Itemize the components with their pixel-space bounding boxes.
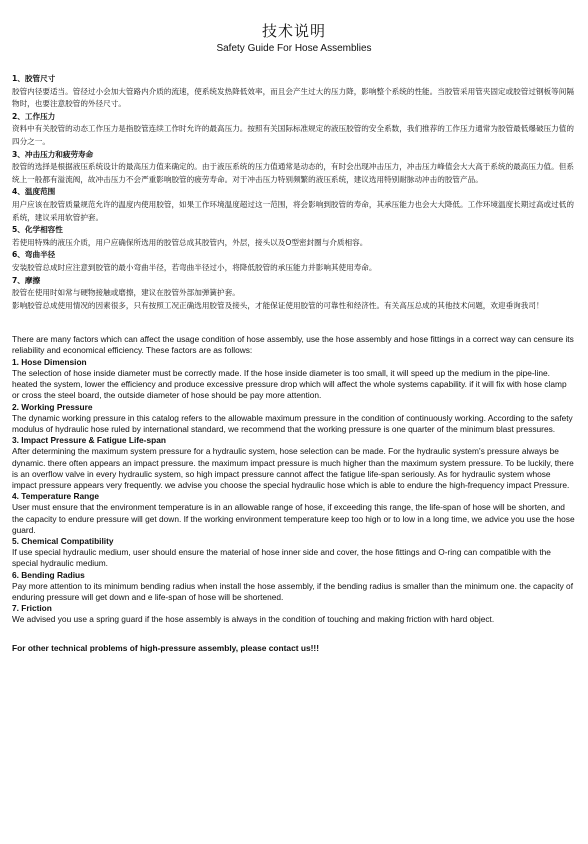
- en-item-4: [12, 491, 576, 536]
- en-heading: 3. Impact Pressure & Fatigue Life-span: [12, 435, 166, 446]
- cn-heading: 4、温度范围: [12, 187, 56, 197]
- english-section: [12, 334, 576, 653]
- en-paragraph: User must ensure that the environment temperature is in an allowable range of hose, if exceeding this range, the life-span of hose will be shorten, and the capacity to endure pressure will get down. If the working environment temperature keep too high or to low in a long time, we advice you use the hose guard.: [12, 502, 575, 535]
- cn-item-6: [12, 249, 576, 274]
- en-paragraph: The selection of hose inside diameter must be correctly made. If the hose inside diameter is too small, it will speed up the medium in the pipe-line. heated the system, lower the efficiency and produce excessive pressure drop which will affect the whole systems capability. if it will fix with hose clamp or cross the steel board, the outside diameter of hose should be pay more attention.: [12, 367, 567, 401]
- contact-footer: For other technical problems of high-pressure assembly, please contact us!!!: [12, 642, 319, 653]
- en-paragraph: If use special hydraulic medium, user should ensure the material of hose inner side and cover, the hose fittings and O-ring can compatible with the special hydraulic medium.: [12, 547, 551, 569]
- cn-item-4: [12, 186, 576, 224]
- en-heading: 4. Temperature Range: [12, 491, 100, 502]
- chinese-section: [12, 73, 576, 312]
- en-item-2: [12, 402, 576, 436]
- cn-item-3: [12, 149, 576, 187]
- en-item-5: [12, 536, 576, 570]
- cn-item-5: [12, 224, 576, 249]
- page-title-en: Safety Guide For Hose Assemblies: [216, 43, 372, 54]
- en-item-3: [12, 435, 576, 491]
- en-item-1: [12, 357, 576, 402]
- en-heading: 6. Bending Radius: [12, 569, 85, 580]
- cn-paragraph: 安装胶管总成时应注意到胶管的最小弯曲半径，若弯曲半径过小，将降低胶管的承压能力并影响其使用寿命。: [12, 262, 377, 272]
- en-paragraph: After determining the maximum system pressure for a hydraulic system, hose selection can be made. For the hydraulic system's pressure always be dynamic. there often appears an impact pressure. the maximum impact pressure is much higher than the maximum system pressure. To be luckily, there is an overflow valve in every hydraulic system, so high impact pressure cannot affect the fatigue life-span seriously. As for hydraulic system whose impact pressure appears very frequently. we advise you choose the special hydraulic hose which is able to endure the high-frequency impact Pressure.: [12, 446, 574, 490]
- en-paragraph: We advised you use a spring guard if the hose assembly is always in the condition of touching and making friction with hard object.: [12, 614, 495, 625]
- en-heading: 5. Chemical Compatibility: [12, 535, 114, 546]
- en-intro: There are many factors which can affect the usage condition of hose assembly, use the hose assembly and hose fittings in a correct way can censure its reliability and economical efficiency. These factors are as follows:: [12, 334, 574, 356]
- cn-heading: 6、弯曲半径: [12, 250, 56, 260]
- cn-item-2: [12, 111, 576, 149]
- cn-paragraph: 资料中有关胶管的动态工作压力是指胶管连续工作时允许的最高压力。按照有关国际标准规定的液压胶管的安全系数，我们推荐的工作压力通常为胶管最低爆破压力值的四分之一。: [12, 124, 574, 146]
- en-heading: 7. Friction: [12, 603, 52, 614]
- cn-paragraph: 胶管的选择是根据液压系统设计的最高压力值来确定的。由于液压系统的压力值通常是动态的，有时会出现冲击压力，冲击压力峰值会大大高于系统的最高压力值。但系统上一般都有溢流阀，故冲击压力不会严重影响胶管的疲劳寿命。对于冲击压力特别频繁的液压系统，建议选用特别耐脉动冲击的胶管产品。: [12, 162, 574, 184]
- en-paragraph: Pay more attention to its minimum bending radius when install the hose assembly, if the bending radius is smaller than the minimum one. the capacity of enduring pressure will get down and e life-span of hose will be shortened.: [12, 580, 574, 602]
- cn-paragraph: 用户应该在胶管质量规范允许的温度内使用胶管，如果工作环境温度超过这一范围，将会影响到胶管的寿命，其承压能力也会大大降低。工作环境温度长期过高或过低的系统，建议采用软管护套。: [12, 199, 574, 222]
- cn-paragraph: 若使用特殊的液压介质，用户应确保所选用的胶管总成其胶管内，外层，接头以及O型密封圈与介质相容。: [12, 237, 368, 247]
- page-title-cn: 技术说明: [261, 22, 326, 40]
- en-paragraph: The dynamic working pressure in this catalog refers to the allowable maximum pressure in the condition of continuously working. According to the safety modulus of hydraulic hose ruled by international standard, we recommend that the working pressure is one quarter of the minimum blast pressures.: [12, 412, 573, 434]
- en-heading: 2. Working Pressure: [12, 401, 93, 412]
- en-heading: 1. Hose Dimension: [12, 356, 87, 367]
- cn-heading: 7、摩擦: [12, 275, 41, 285]
- cn-paragraph: 胶管在使用时如常与硬物接触或磨擦，建议在胶管外部加弹簧护套。: [12, 288, 240, 298]
- en-item-6: [12, 570, 576, 604]
- cn-paragraph: 胶管内径要适当。管径过小会加大管路内介质的流速，使系统发热降低效率，而且会产生过大的压力降，影响整个系统的性能。当胶管采用管夹固定或胶管过钢板等间隔物时，也要注意胶管的外径尺寸。: [12, 86, 574, 109]
- cn-heading: 1、胶管尺寸: [12, 74, 56, 83]
- cn-closing: 影响胶管总成使用情况的因素很多，只有按照工况正确选用胶管及接头，才能保证使用胶管的可靠性和经济性。有关高压总成的其他技术问题，欢迎垂询我司！: [12, 300, 544, 310]
- cn-heading: 3、冲击压力和疲劳寿命: [12, 149, 94, 159]
- cn-heading: 5、化学相容性: [12, 225, 63, 235]
- cn-item-1: [12, 73, 576, 111]
- en-item-7: [12, 603, 576, 625]
- cn-item-7: [12, 275, 576, 300]
- cn-heading: 2、工作压力: [12, 111, 56, 121]
